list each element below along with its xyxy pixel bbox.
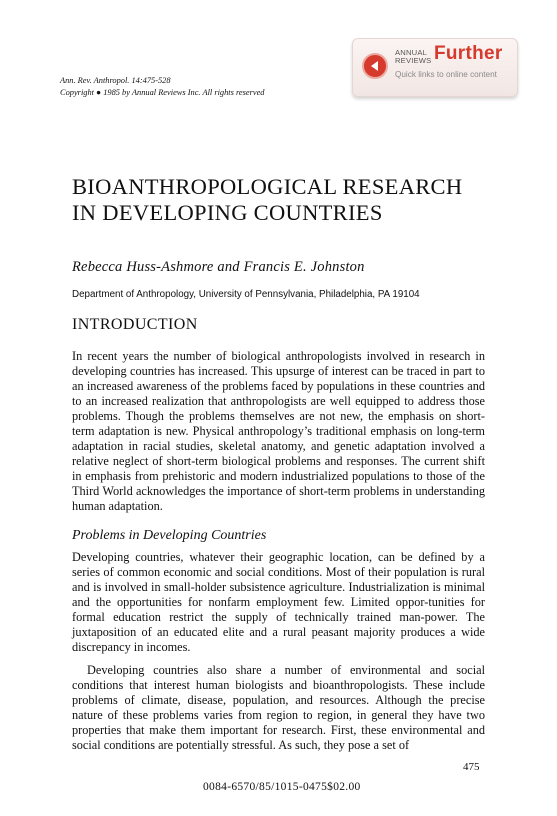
article-code: 0084-6570/85/1015-0475$02.00 — [203, 781, 361, 793]
copyright-line: Copyright ● 1985 by Annual Reviews Inc. All rights reserved — [60, 87, 265, 97]
arrow-left-icon — [362, 53, 388, 79]
article-title — [72, 174, 462, 226]
affiliation: Department of Anthropology, University of Pennsylvania, Philadelphia, PA 19104 — [72, 289, 420, 300]
further-links-badge[interactable] — [352, 38, 518, 97]
paragraph-problems-1: Developing countries, whatever their geographic location, can be defined by a series of common economic and social conditions. Most of their population is rural and is involved in small-holder subsistence agriculture. Industrialization is minimal and the opportunities for nonfarm employment few. Limited oppor-tunities for formal education restrict the supply of technically trained man-power. The juxtaposition of an educated elite and a rural peasant majority produces a wide discrepancy in incomes. — [72, 550, 485, 654]
badge-reviews-text: REVIEWS — [395, 56, 432, 65]
subsection-heading-problems: Problems in Developing Countries — [72, 528, 267, 543]
journal-citation — [60, 75, 264, 98]
title-line-2: IN DEVELOPING COUNTRIES — [72, 200, 383, 225]
authors: Rebecca Huss-Ashmore and Francis E. Johnston — [72, 259, 365, 275]
paragraph-problems-2: Developing countries also share a number of environmental and social conditions that interest human biologists and bioanthropologists. These include problems of climate, disease, population, and resources. Although the precise nature of these problems varies from region to region, in general they have two properties that make them important for research. First, these environmental and social conditions are potentially stressful. As such, they pose a set of — [72, 663, 485, 752]
badge-further-text: Further — [434, 43, 503, 64]
badge-annual-text: ANNUAL — [395, 48, 428, 57]
paragraph-introduction: In recent years the number of biological anthropologists involved in research in developing countries has increased. This upsurge of interest can be traced in part to an increased awareness of the problems faced by populations in these countries and to an increased realization that anthropologists are well equipped to address those problems. Though the problems themselves are not new, the emphasis on short-term adaptation is new. Physical anthropology’s traditional emphasis on long-term adaptation in racial studies, skeletal anatomy, and genetic adaptation involved a relative neglect of short-term biological problems and responses. The current shift in emphasis from prehistoric and modern industrialized populations to those of the Third World acknowledges the importance of short-term problems in understanding human adaptation. — [72, 349, 485, 513]
badge-subtitle: Quick links to online content — [395, 70, 497, 79]
section-heading-introduction: INTRODUCTION — [72, 316, 198, 333]
badge-publisher — [395, 49, 431, 65]
title-line-1: BIOANTHROPOLOGICAL RESEARCH — [72, 174, 463, 199]
journal-line: Ann. Rev. Anthropol. 14:475-528 — [60, 76, 171, 85]
page-number: 475 — [463, 761, 480, 773]
